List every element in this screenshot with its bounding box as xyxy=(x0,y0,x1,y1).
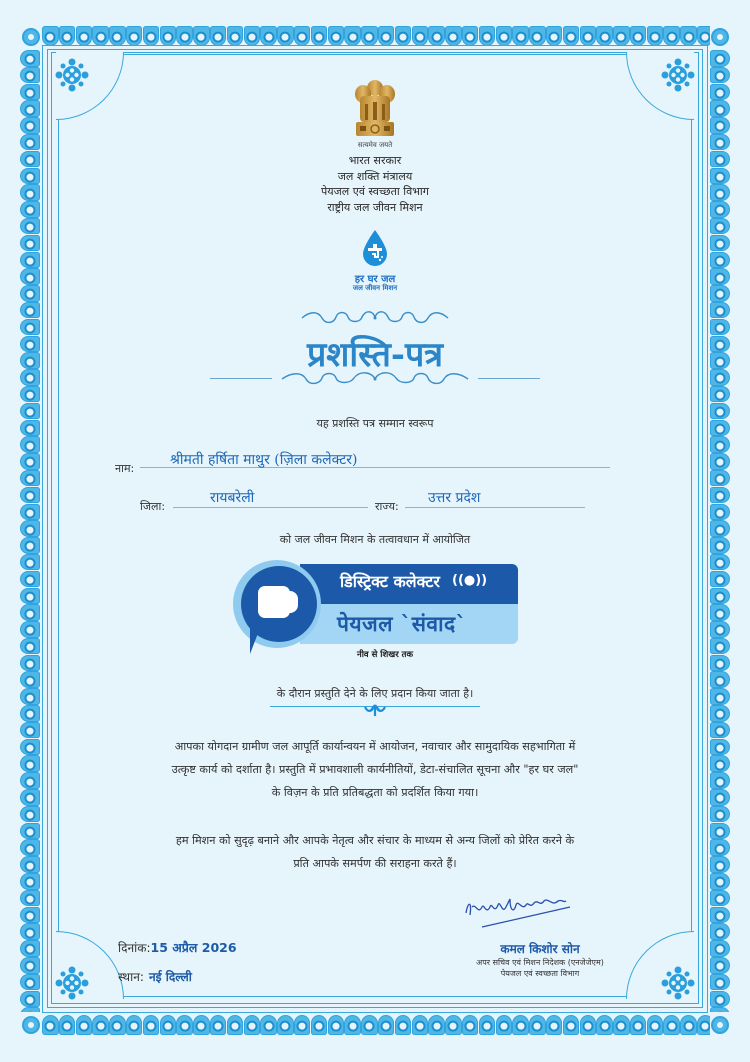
signatory-designation: अपर सचिव एवं मिशन निदेशक (एनजेजेएम) xyxy=(476,958,604,967)
border-bead xyxy=(20,50,40,67)
border-bead xyxy=(193,1015,210,1035)
border-bead xyxy=(710,571,730,588)
border-bead xyxy=(260,1015,277,1035)
border-bead xyxy=(710,940,730,957)
border-bead xyxy=(20,453,40,470)
border-bead xyxy=(710,504,730,521)
border-bead xyxy=(596,26,613,46)
border-bead xyxy=(697,1015,710,1035)
emblem-motto: सत्यमेव जयते xyxy=(357,141,393,149)
border-bead xyxy=(479,26,496,46)
chat-bubble-tail xyxy=(250,628,270,654)
border-bead xyxy=(710,554,730,571)
border-bead xyxy=(710,67,730,84)
border-bead xyxy=(126,26,143,46)
border-bead xyxy=(20,890,40,907)
border-bead xyxy=(580,1015,597,1035)
border-bead xyxy=(20,252,40,269)
border-bead xyxy=(328,26,345,46)
border-bead xyxy=(479,1015,496,1035)
border-bead xyxy=(20,571,40,588)
border-bead xyxy=(109,26,126,46)
border-bead xyxy=(20,705,40,722)
border-bead xyxy=(311,26,328,46)
border-bead xyxy=(496,26,513,46)
gov-line-mission: राष्ट्रीय जल जीवन मिशन xyxy=(327,200,423,214)
border-bead xyxy=(20,588,40,605)
border-bead xyxy=(710,50,730,67)
date-row xyxy=(118,937,237,956)
border-bead xyxy=(92,26,109,46)
paragraph-line: हम मिशन को सुदृढ़ बनाने और आपके नेतृत्व और संचार के माध्यम से अन्य जिलों को प्रेरित करने के xyxy=(175,834,575,847)
border-bead xyxy=(647,1015,664,1035)
border-bead xyxy=(710,117,730,134)
state-underline xyxy=(405,507,585,508)
border-bead xyxy=(277,1015,294,1035)
government-heading xyxy=(0,153,750,215)
gov-line-ministry: जल शक्ति मंत्रालय xyxy=(337,169,413,183)
border-bead xyxy=(697,26,710,46)
border-bead xyxy=(710,873,730,890)
border-bead xyxy=(20,100,40,117)
state-value: उत्तर प्रदेश xyxy=(428,490,481,506)
border-bead xyxy=(20,386,40,403)
border-bead xyxy=(20,873,40,890)
divider-ornament-icon xyxy=(362,703,388,717)
border-bead xyxy=(710,705,730,722)
mission-logo-line2: जल जीवन मिशन xyxy=(352,284,398,292)
border-bead xyxy=(445,1015,462,1035)
paragraph-line: उत्कृष्ट कार्य को दर्शाता है। प्रस्तुति में प्रभावशाली कार्यनीतियों, डेटा-संचालित सूचना और "हर घर जल" xyxy=(171,763,579,776)
place-value: नई दिल्ली xyxy=(149,970,192,984)
appreciation-paragraph xyxy=(0,829,750,875)
title-rule-right xyxy=(478,378,540,379)
border-bead xyxy=(143,1015,160,1035)
paragraph-line: आपका योगदान ग्रामीण जल आपूर्ति कार्यान्वयन में आयोजन, नवाचार और सामुदायिक सहभागिता में xyxy=(174,740,576,753)
border-bead xyxy=(529,1015,546,1035)
border-corner-ornament xyxy=(711,1016,729,1034)
place-row xyxy=(118,966,192,985)
border-bead xyxy=(244,26,261,46)
border-bead xyxy=(613,1015,630,1035)
border-bead xyxy=(20,554,40,571)
border-bead xyxy=(710,907,730,924)
border-bead xyxy=(710,100,730,117)
flourish-top-icon xyxy=(300,309,450,327)
border-bead xyxy=(630,1015,647,1035)
gov-line-department: पेयजल एवं स्वच्छता विभाग xyxy=(321,185,429,198)
title-rule-left xyxy=(210,378,272,379)
signatory-block xyxy=(440,940,640,979)
certificate-title: प्रशस्ति-पत्र xyxy=(306,335,444,375)
border-bead xyxy=(20,974,40,991)
border-bead xyxy=(710,487,730,504)
border-bead xyxy=(20,302,40,319)
border-bead xyxy=(361,1015,378,1035)
border-bead xyxy=(428,26,445,46)
badge-tagline: नीव से शिखर तक xyxy=(357,650,414,660)
border-bead xyxy=(20,235,40,252)
state-label: राज्य: xyxy=(375,500,399,513)
border-bead xyxy=(59,1015,76,1035)
border-bead xyxy=(344,26,361,46)
signatory-name: कमल किशोर सोन xyxy=(500,942,580,956)
border-bead xyxy=(260,26,277,46)
border-bead xyxy=(710,604,730,621)
border-bead xyxy=(546,26,563,46)
border-bead xyxy=(710,923,730,940)
border-bead xyxy=(20,957,40,974)
border-bead xyxy=(412,26,429,46)
place-label: स्थान: xyxy=(118,970,144,984)
paragraph-line: के विज़न के प्रति प्रतिबद्धता को प्रदर्शित किया गया। xyxy=(271,786,479,799)
border-bead xyxy=(445,26,462,46)
border-bead xyxy=(76,1015,93,1035)
mandala-ornament-icon xyxy=(661,58,695,92)
border-bead xyxy=(20,84,40,101)
border-bead xyxy=(710,470,730,487)
border-bead xyxy=(710,302,730,319)
border-bead xyxy=(20,655,40,672)
name-label: नाम: xyxy=(115,462,135,475)
border-bead xyxy=(663,26,680,46)
border-bead xyxy=(20,67,40,84)
border-bead xyxy=(428,1015,445,1035)
border-bead xyxy=(710,806,730,823)
date-value: 15 अप्रैल 2026 xyxy=(150,940,237,955)
signatory-department: पेयजल एवं स्वच्छता विभाग xyxy=(500,969,580,978)
border-bead xyxy=(143,26,160,46)
badge-title: डिस्ट्रिक्ट कलेक्टर xyxy=(340,572,440,591)
intro-text: यह प्रशस्ति पत्र सम्मान स्वरूप xyxy=(316,417,434,430)
paragraph-line: प्रति आपके समर्पण की सराहना करते हैं। xyxy=(293,857,457,870)
signature-icon xyxy=(458,893,578,933)
border-bead xyxy=(361,26,378,46)
border-bead xyxy=(596,1015,613,1035)
border-bead xyxy=(294,26,311,46)
border-bead xyxy=(395,26,412,46)
border-bead xyxy=(193,26,210,46)
border-bead xyxy=(126,1015,143,1035)
district-underline xyxy=(173,507,368,508)
border-bead xyxy=(160,26,177,46)
border-bead xyxy=(462,26,479,46)
border-bead xyxy=(378,1015,395,1035)
border-bead xyxy=(277,26,294,46)
district-label: जिला: xyxy=(140,500,166,513)
border-bead xyxy=(710,957,730,974)
mandala-ornament-icon xyxy=(55,58,89,92)
district-value: रायबरेली xyxy=(210,490,255,506)
border-bead xyxy=(710,991,730,1008)
presentation-text: के दौरान प्रस्तुति देने के लिए प्रदान किया जाता है। xyxy=(276,687,474,700)
border-bead xyxy=(109,1015,126,1035)
badge-main-text: पेयजल `संवाद` xyxy=(337,612,467,636)
border-bead xyxy=(328,1015,345,1035)
border-bead xyxy=(20,604,40,621)
border-bead xyxy=(20,621,40,638)
border-bead xyxy=(20,470,40,487)
border-bead xyxy=(20,638,40,655)
border-bead xyxy=(710,453,730,470)
border-bead xyxy=(42,1015,59,1035)
border-bead xyxy=(20,991,40,1008)
border-bead xyxy=(20,923,40,940)
border-bead xyxy=(710,621,730,638)
recipient-name: श्रीमती हर्षिता माथुर (ज़िला कलेक्टर) xyxy=(170,452,358,468)
mission-logo-line1: हर घर जल xyxy=(354,274,396,285)
border-bead xyxy=(92,1015,109,1035)
border-bead xyxy=(294,1015,311,1035)
border-bead xyxy=(546,1015,563,1035)
border-bead xyxy=(210,26,227,46)
border-bead xyxy=(20,504,40,521)
mandala-ornament-icon xyxy=(55,966,89,1000)
border-bead xyxy=(176,1015,193,1035)
border-bead xyxy=(462,1015,479,1035)
border-bead xyxy=(210,1015,227,1035)
border-band-bottom xyxy=(42,1015,710,1035)
border-bead xyxy=(710,1007,730,1012)
border-band-top xyxy=(42,26,710,46)
border-bead xyxy=(710,235,730,252)
border-bead xyxy=(512,1015,529,1035)
border-bead xyxy=(412,1015,429,1035)
border-bead xyxy=(630,26,647,46)
border-corner-ornament xyxy=(711,28,729,46)
border-bead xyxy=(227,26,244,46)
border-bead xyxy=(20,487,40,504)
border-bead xyxy=(20,907,40,924)
border-bead xyxy=(710,84,730,101)
border-bead xyxy=(647,26,664,46)
contribution-paragraph xyxy=(0,735,750,804)
border-bead xyxy=(42,26,59,46)
date-label: दिनांक: xyxy=(118,941,151,955)
border-bead xyxy=(311,1015,328,1035)
mandala-ornament-icon xyxy=(661,966,695,1000)
border-bead xyxy=(59,26,76,46)
border-bead xyxy=(20,218,40,235)
border-corner-ornament xyxy=(22,28,40,46)
border-corner-ornament xyxy=(22,1016,40,1034)
border-bead xyxy=(663,1015,680,1035)
border-bead xyxy=(710,974,730,991)
flourish-bottom-icon xyxy=(278,370,472,388)
border-bead xyxy=(710,638,730,655)
national-emblem-icon xyxy=(352,78,398,140)
border-bead xyxy=(613,26,630,46)
border-bead xyxy=(244,1015,261,1035)
border-bead xyxy=(563,1015,580,1035)
border-bead xyxy=(710,218,730,235)
border-bead xyxy=(176,26,193,46)
border-bead xyxy=(710,436,730,453)
border-bead xyxy=(227,1015,244,1035)
border-bead xyxy=(680,1015,697,1035)
border-bead xyxy=(378,26,395,46)
border-bead xyxy=(512,26,529,46)
broadcast-icon: ((●)) xyxy=(452,573,488,588)
border-bead xyxy=(710,252,730,269)
border-bead xyxy=(496,1015,513,1035)
gov-line-government: भारत सरकार xyxy=(348,154,402,167)
organized-text: को जल जीवन मिशन के तत्वावधान में आयोजित xyxy=(279,533,471,546)
border-bead xyxy=(710,890,730,907)
border-bead xyxy=(710,386,730,403)
border-bead xyxy=(344,1015,361,1035)
border-bead xyxy=(160,1015,177,1035)
border-bead xyxy=(395,1015,412,1035)
border-bead xyxy=(710,588,730,605)
border-bead xyxy=(20,436,40,453)
border-bead xyxy=(20,806,40,823)
border-bead xyxy=(20,117,40,134)
border-bead xyxy=(20,940,40,957)
video-camera-lens-icon xyxy=(286,591,298,613)
border-bead xyxy=(76,26,93,46)
border-bead xyxy=(710,655,730,672)
border-bead xyxy=(580,26,597,46)
border-bead xyxy=(563,26,580,46)
border-bead xyxy=(20,1007,40,1012)
water-drop-tap-icon xyxy=(360,229,390,269)
border-bead xyxy=(680,26,697,46)
border-bead xyxy=(529,26,546,46)
